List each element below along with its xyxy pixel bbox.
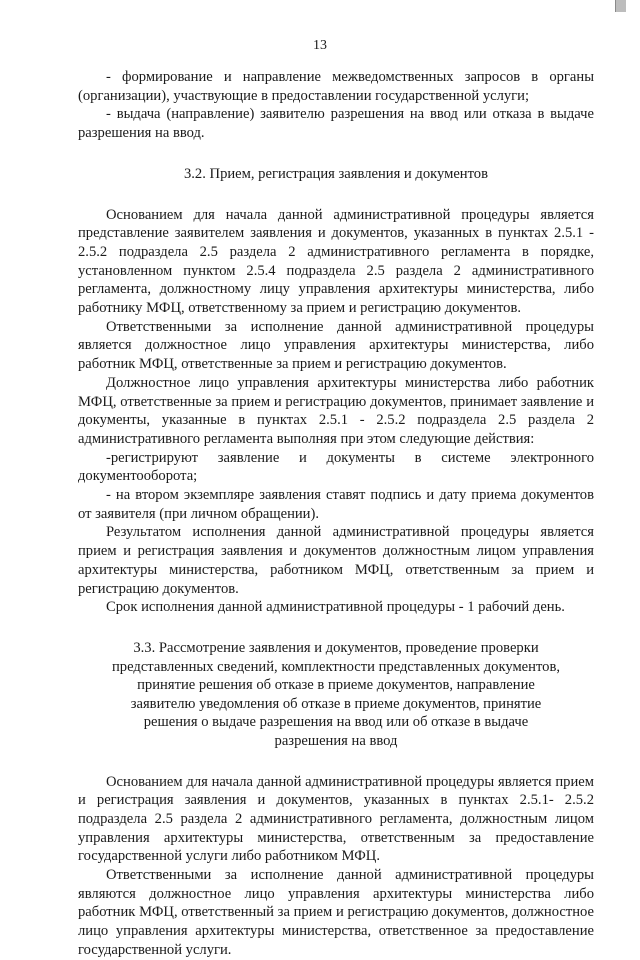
list-item: - формирование и направление межведомственных запросов в органы (организации), участвующие в предоставлении государственной услуги; <box>78 69 594 104</box>
section-heading-3-3: 3.3. Рассмотрение заявления и документов, проведение проверки представленных сведений, комплектности представленных документов, принятие решения об отказе в приеме документов, направление заявителю уведомления об отказе в приеме документов, принятие решения о выдаче разрешения на ввод или об отказе в выдаче разрешения на ввод <box>112 639 560 749</box>
list-item: -регистрируют заявление и документы в системе электронного документооборота; <box>78 449 594 485</box>
scan-corner-mark <box>615 0 626 12</box>
paragraph: Основанием для начала данной административной процедуры является прием и регистрация заявления и документов, указанных в пунктах 2.5.1- 2.5.2 подраздела 2.5 раздела 2 административного регламента, должностным лицом управления архитектуры министерства, ответственным за предоставление государственной услуги либо работником МФЦ. <box>78 773 594 865</box>
paragraph: Срок исполнения данной административной процедуры - 1 рабочий день. <box>106 599 565 616</box>
paragraph: Должностное лицо управления архитектуры министерства либо работник МФЦ, ответственные за прием и регистрацию документов, принимает заявление и документы, указанные в пунктах 2.5.1 - 2.5.2 подраздела 2.5 раздела 2 административного регламента выполняя при этом следующие действия: <box>78 374 594 447</box>
page-number: 13 <box>313 38 327 53</box>
paragraph: Результатом исполнения данной административной процедуры является прием и регистрация заявления и документов должностным лицом управления архитектуры министерства, работником МФЦ, ответственным за прием и регистрацию документов. <box>78 524 594 597</box>
paragraph: Основанием для начала данной административной процедуры является представление заявителем заявления и документов, указанных в пунктах 2.5.1 - 2.5.2 подраздела 2.5 раздела 2 административного регламента в порядке, установленном пунктом 2.5.4 подраздела 2.5 раздела 2 административного регламента, должностному лицу управления архитектуры министерства, либо работнику МФЦ, ответственному за прием и регистрацию документов. <box>78 206 594 317</box>
list-item: - на втором экземпляре заявления ставят подпись и дату приема документов от заявителя (при личном обращении). <box>78 487 594 522</box>
paragraph: Ответственными за исполнение данной административной процедуры являются должностное лицо управления архитектуры министерства либо работник МФЦ, ответственный за прием и регистрацию документов, должностное лицо управления архитектуры министерства, ответственное за предоставление государственной услуги. <box>78 867 594 958</box>
paragraph: Ответственными за исполнение данной административной процедуры является должностное лицо управления архитектуры министерства, либо работник МФЦ, ответственные за прием и регистрацию документов. <box>78 318 594 373</box>
section-heading-3-2: 3.2. Прием, регистрация заявления и документов <box>183 165 488 182</box>
list-item: - выдача (направление) заявителю разрешения на ввод или отказа в выдаче разрешения на ввод. <box>78 106 594 142</box>
document-body <box>78 68 594 960</box>
